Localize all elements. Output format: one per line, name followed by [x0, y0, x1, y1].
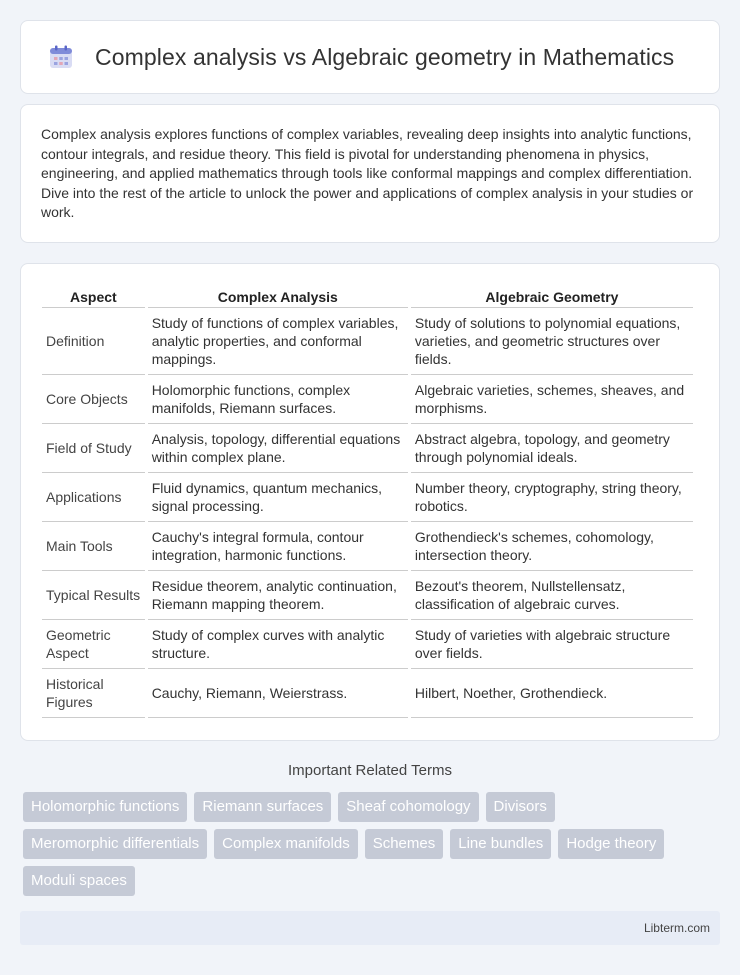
row-aspect: Core Objects — [42, 375, 145, 424]
page-title: Complex analysis vs Algebraic geometry in Mathematics — [95, 43, 675, 70]
term-tag[interactable]: Divisors — [486, 792, 555, 822]
row-algebraic-geometry: Bezout's theorem, Nullstellensatz, classification of algebraic curves. — [411, 571, 693, 620]
term-tag[interactable]: Sheaf cohomology — [338, 792, 478, 822]
row-algebraic-geometry: Algebraic varieties, schemes, sheaves, and morphisms. — [411, 375, 693, 424]
header-complex-analysis: Complex Analysis — [148, 284, 408, 308]
row-complex-analysis: Cauchy's integral formula, contour integration, harmonic functions. — [148, 522, 408, 571]
related-terms-title: Important Related Terms — [288, 762, 452, 779]
comparison-table — [39, 284, 696, 718]
row-algebraic-geometry: Abstract algebra, topology, and geometry through polynomial ideals. — [411, 424, 693, 473]
footer — [20, 911, 720, 945]
row-complex-analysis: Study of complex curves with analytic structure. — [148, 620, 408, 669]
table-row — [42, 473, 693, 522]
term-tag[interactable]: Line bundles — [450, 829, 551, 859]
header-aspect: Aspect — [42, 284, 145, 308]
term-tag[interactable]: Meromorphic differentials — [23, 829, 207, 859]
row-complex-analysis: Cauchy, Riemann, Weierstrass. — [148, 669, 408, 718]
row-aspect: Typical Results — [42, 571, 145, 620]
term-tag[interactable]: Moduli spaces — [23, 866, 135, 896]
row-aspect: Field of Study — [42, 424, 145, 473]
calendar-icon — [47, 43, 75, 71]
term-tag[interactable]: Hodge theory — [558, 829, 664, 859]
table-row — [42, 522, 693, 571]
row-algebraic-geometry: Hilbert, Noether, Grothendieck. — [411, 669, 693, 718]
row-complex-analysis: Fluid dynamics, quantum mechanics, signal processing. — [148, 473, 408, 522]
table-row — [42, 308, 693, 375]
row-complex-analysis: Analysis, topology, differential equations within complex plane. — [148, 424, 408, 473]
row-algebraic-geometry: Grothendieck's schemes, cohomology, intersection theory. — [411, 522, 693, 571]
related-terms-list — [23, 792, 723, 903]
row-algebraic-geometry: Study of varieties with algebraic structure over fields. — [411, 620, 693, 669]
header-card — [20, 20, 720, 94]
table-header-row — [42, 284, 693, 308]
row-algebraic-geometry: Study of solutions to polynomial equations, varieties, and geometric structures over fields. — [411, 308, 693, 375]
term-tag[interactable]: Holomorphic functions — [23, 792, 187, 822]
row-algebraic-geometry: Number theory, cryptography, string theory, robotics. — [411, 473, 693, 522]
comparison-card — [20, 263, 720, 741]
footer-site-link[interactable]: Libterm.com — [643, 921, 710, 935]
row-aspect: Geometric Aspect — [42, 620, 145, 669]
table-row — [42, 424, 693, 473]
row-aspect: Main Tools — [42, 522, 145, 571]
table-row — [42, 375, 693, 424]
table-row — [42, 620, 693, 669]
row-complex-analysis: Holomorphic functions, complex manifolds, Riemann surfaces. — [148, 375, 408, 424]
row-aspect: Definition — [42, 308, 145, 375]
term-tag[interactable]: Riemann surfaces — [194, 792, 331, 822]
table-row — [42, 571, 693, 620]
intro-card — [20, 104, 720, 243]
term-tag[interactable]: Schemes — [365, 829, 444, 859]
header-algebraic-geometry: Algebraic Geometry — [411, 284, 693, 308]
intro-text: Complex analysis explores functions of complex variables, revealing deep insights into analytic functions, contour integrals, and residue theory. This field is pivotal for understanding phenomena in physics, engineering, and applied mathematics through tools like conformal mappings and complex differentiation. Dive into the rest of the article to unlock the power and applications of complex analysis in your studies or work. — [41, 126, 694, 220]
table-row — [42, 669, 693, 718]
term-tag[interactable]: Complex manifolds — [214, 829, 358, 859]
row-complex-analysis: Study of functions of complex variables, analytic properties, and conformal mappings. — [148, 308, 408, 375]
row-complex-analysis: Residue theorem, analytic continuation, Riemann mapping theorem. — [148, 571, 408, 620]
row-aspect: Applications — [42, 473, 145, 522]
row-aspect: Historical Figures — [42, 669, 145, 718]
